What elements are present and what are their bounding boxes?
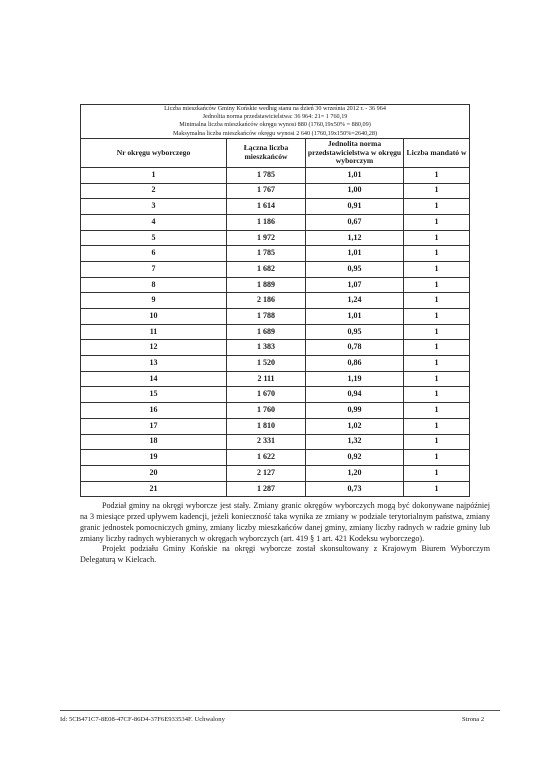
maximum-line: Maksymalna liczba mieszkańców okręgu wynosi 2 640 (1760,19x150%=2640,28) [173,129,378,137]
cell-norm: 0,92 [306,450,404,466]
cell-norm: 0,99 [306,403,404,419]
cell-mandates: 1 [404,340,470,356]
cell-norm: 0,95 [306,261,404,277]
table-row [81,387,470,403]
cell-district-number: 13 [81,356,227,372]
cell-norm: 1,01 [306,309,404,325]
paragraph-consultation: Projekt podziału Gminy Końskie na okręgi wyborcze został skonsultowany z Krajowym Biurem Wyborczym Delegaturą w Kielcach. [80,544,490,564]
column-header-mandates: Liczba mandató w [404,138,470,167]
table-row [81,199,470,215]
table-row [81,371,470,387]
table-row [81,214,470,230]
column-header-norm: Jednolita norma przedstawicielstwa w okręgu wyborczym [306,138,404,167]
table-row [81,230,470,246]
cell-residents: 2 127 [227,465,306,481]
norm-line: Jednolita norma przedstawicielstwa: 36 964: 21= 1 760,19 [202,113,348,121]
table-row [81,183,470,199]
table-row [81,403,470,419]
cell-residents: 1 670 [227,387,306,403]
document-id: Id: 5CB471C7-8E08-47CF-86D4-37F6E933534F. Uchwalony [60,716,225,723]
cell-mandates: 1 [404,371,470,387]
cell-mandates: 1 [404,183,470,199]
cell-norm: 0,95 [306,324,404,340]
cell-district-number: 12 [81,340,227,356]
cell-norm: 0,73 [306,481,404,497]
cell-norm: 1,01 [306,167,404,183]
cell-district-number: 2 [81,183,227,199]
cell-district-number: 19 [81,450,227,466]
cell-mandates: 1 [404,450,470,466]
cell-residents: 1 889 [227,277,306,293]
cell-residents: 1 767 [227,183,306,199]
cell-mandates: 1 [404,481,470,497]
table-row [81,418,470,434]
cell-residents: 1 186 [227,214,306,230]
cell-district-number: 11 [81,324,227,340]
cell-residents: 1 972 [227,230,306,246]
cell-district-number: 10 [81,309,227,325]
page-number: Strona 2 [462,716,485,723]
table-row [81,309,470,325]
cell-norm: 1,02 [306,418,404,434]
cell-residents: 1 785 [227,167,306,183]
table-row [81,324,470,340]
cell-residents: 1 520 [227,356,306,372]
table-row [81,277,470,293]
table-header-info [81,105,470,139]
table-row [81,167,470,183]
cell-mandates: 1 [404,293,470,309]
minimum-line: Minimalna liczba mieszkańców okręgu wynosi 880 (1760,19x50% = 880,09) [179,121,371,129]
cell-mandates: 1 [404,277,470,293]
table-row [81,465,470,481]
table-row [81,356,470,372]
districts-table [80,104,470,497]
cell-mandates: 1 [404,246,470,262]
table-row [81,450,470,466]
cell-district-number: 8 [81,277,227,293]
cell-residents: 2 186 [227,293,306,309]
cell-district-number: 14 [81,371,227,387]
cell-district-number: 5 [81,230,227,246]
cell-residents: 2 111 [227,371,306,387]
cell-district-number: 1 [81,167,227,183]
table-row [81,340,470,356]
table-row [81,293,470,309]
column-header-residents: Łączna liczba mieszkańców [227,138,306,167]
cell-district-number: 16 [81,403,227,419]
cell-district-number: 18 [81,434,227,450]
cell-residents: 1 689 [227,324,306,340]
cell-district-number: 3 [81,199,227,215]
cell-mandates: 1 [404,230,470,246]
cell-norm: 1,19 [306,371,404,387]
cell-norm: 1,00 [306,183,404,199]
cell-mandates: 1 [404,167,470,183]
cell-mandates: 1 [404,434,470,450]
cell-residents: 1 682 [227,261,306,277]
cell-mandates: 1 [404,214,470,230]
cell-norm: 1,01 [306,246,404,262]
cell-norm: 1,20 [306,465,404,481]
cell-mandates: 1 [404,418,470,434]
cell-norm: 1,12 [306,230,404,246]
cell-district-number: 20 [81,465,227,481]
table-row [81,481,470,497]
cell-residents: 1 614 [227,199,306,215]
footer-divider [60,710,500,711]
cell-norm: 0,86 [306,356,404,372]
cell-norm: 0,91 [306,199,404,215]
cell-residents: 1 788 [227,309,306,325]
cell-norm: 0,78 [306,340,404,356]
cell-norm: 1,07 [306,277,404,293]
cell-mandates: 1 [404,356,470,372]
cell-district-number: 15 [81,387,227,403]
cell-district-number: 9 [81,293,227,309]
cell-residents: 1 810 [227,418,306,434]
cell-norm: 1,32 [306,434,404,450]
cell-residents: 1 287 [227,481,306,497]
cell-mandates: 1 [404,465,470,481]
column-header-district: Nr okręgu wyborczego [81,138,227,167]
cell-norm: 0,67 [306,214,404,230]
cell-norm: 1,24 [306,293,404,309]
cell-mandates: 1 [404,309,470,325]
cell-district-number: 7 [81,261,227,277]
cell-norm: 0,94 [306,387,404,403]
cell-residents: 1 760 [227,403,306,419]
cell-residents: 1 383 [227,340,306,356]
cell-mandates: 1 [404,403,470,419]
cell-district-number: 4 [81,214,227,230]
cell-district-number: 6 [81,246,227,262]
cell-district-number: 21 [81,481,227,497]
cell-mandates: 1 [404,324,470,340]
population-line: Liczba mieszkańców Gminy Końskie według stanu na dzień 30 września 2012 r. - 36 964 [164,105,386,112]
paragraph-division-rules: Podział gminy na okręgi wyborcze jest stały. Zmiany granic okręgów wyborczych mogą być dokonywane najpóźniej na 3 miesiące przed upływem kadencji, jeżeli konieczność taka wynika ze zmiany w podziale terytorialnym państwa, zmiany granic jednostek pomocniczych gminy, zmiany liczby mieszkańców danej gminy, zmiany liczby radnych w radzie gminy lub zmiany liczby radnych wybieranych w okręgach wyborczych (art. 419 § 1 art. 421 Kodeksu wyborczego). [80,501,490,543]
cell-residents: 1 622 [227,450,306,466]
table-row [81,434,470,450]
table-row [81,261,470,277]
cell-mandates: 1 [404,387,470,403]
cell-district-number: 17 [81,418,227,434]
table-row [81,246,470,262]
cell-mandates: 1 [404,261,470,277]
cell-residents: 2 331 [227,434,306,450]
cell-mandates: 1 [404,199,470,215]
cell-residents: 1 785 [227,246,306,262]
